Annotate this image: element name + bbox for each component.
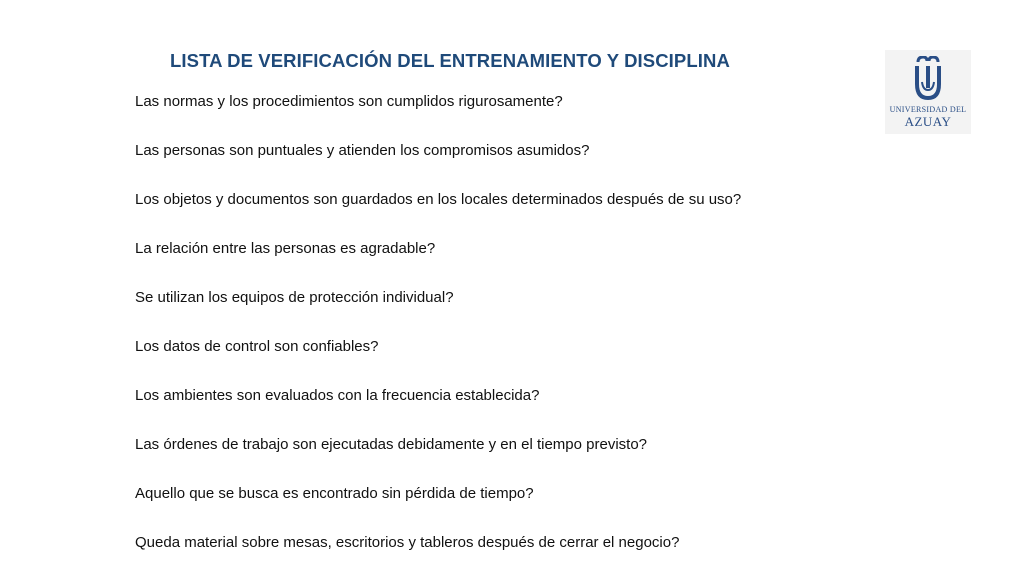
checklist-item: Las normas y los procedimientos son cumplidos rigurosamente?	[135, 93, 563, 110]
university-logo	[885, 50, 971, 134]
checklist-item: Las órdenes de trabajo son ejecutadas debidamente y en el tiempo previsto?	[135, 436, 647, 453]
logo-text-line1: UNIVERSIDAD DEL	[889, 105, 967, 114]
checklist-item: Queda material sobre mesas, escritorios y tableros después de cerrar el negocio?	[135, 534, 680, 551]
checklist-item: La relación entre las personas es agradable?	[135, 240, 436, 257]
university-emblem-icon	[915, 56, 941, 102]
checklist-item: Los datos de control son confiables?	[135, 338, 379, 355]
checklist-item: Se utilizan los equipos de protección individual?	[135, 289, 454, 306]
checklist-item: Las personas son puntuales y atienden los compromisos asumidos?	[135, 142, 590, 159]
checklist-item: Aquello que se busca es encontrado sin pérdida de tiempo?	[135, 485, 534, 502]
checklist-item: Los objetos y documentos son guardados en los locales determinados después de su uso?	[135, 191, 742, 208]
slide-title: LISTA DE VERIFICACIÓN DEL ENTRENAMIENTO Y DISCIPLINA	[170, 50, 730, 71]
checklist-item: Los ambientes son evaluados con la frecuencia establecida?	[135, 387, 540, 404]
logo-text-line2: AZUAY	[904, 114, 952, 129]
checklist	[135, 92, 741, 576]
